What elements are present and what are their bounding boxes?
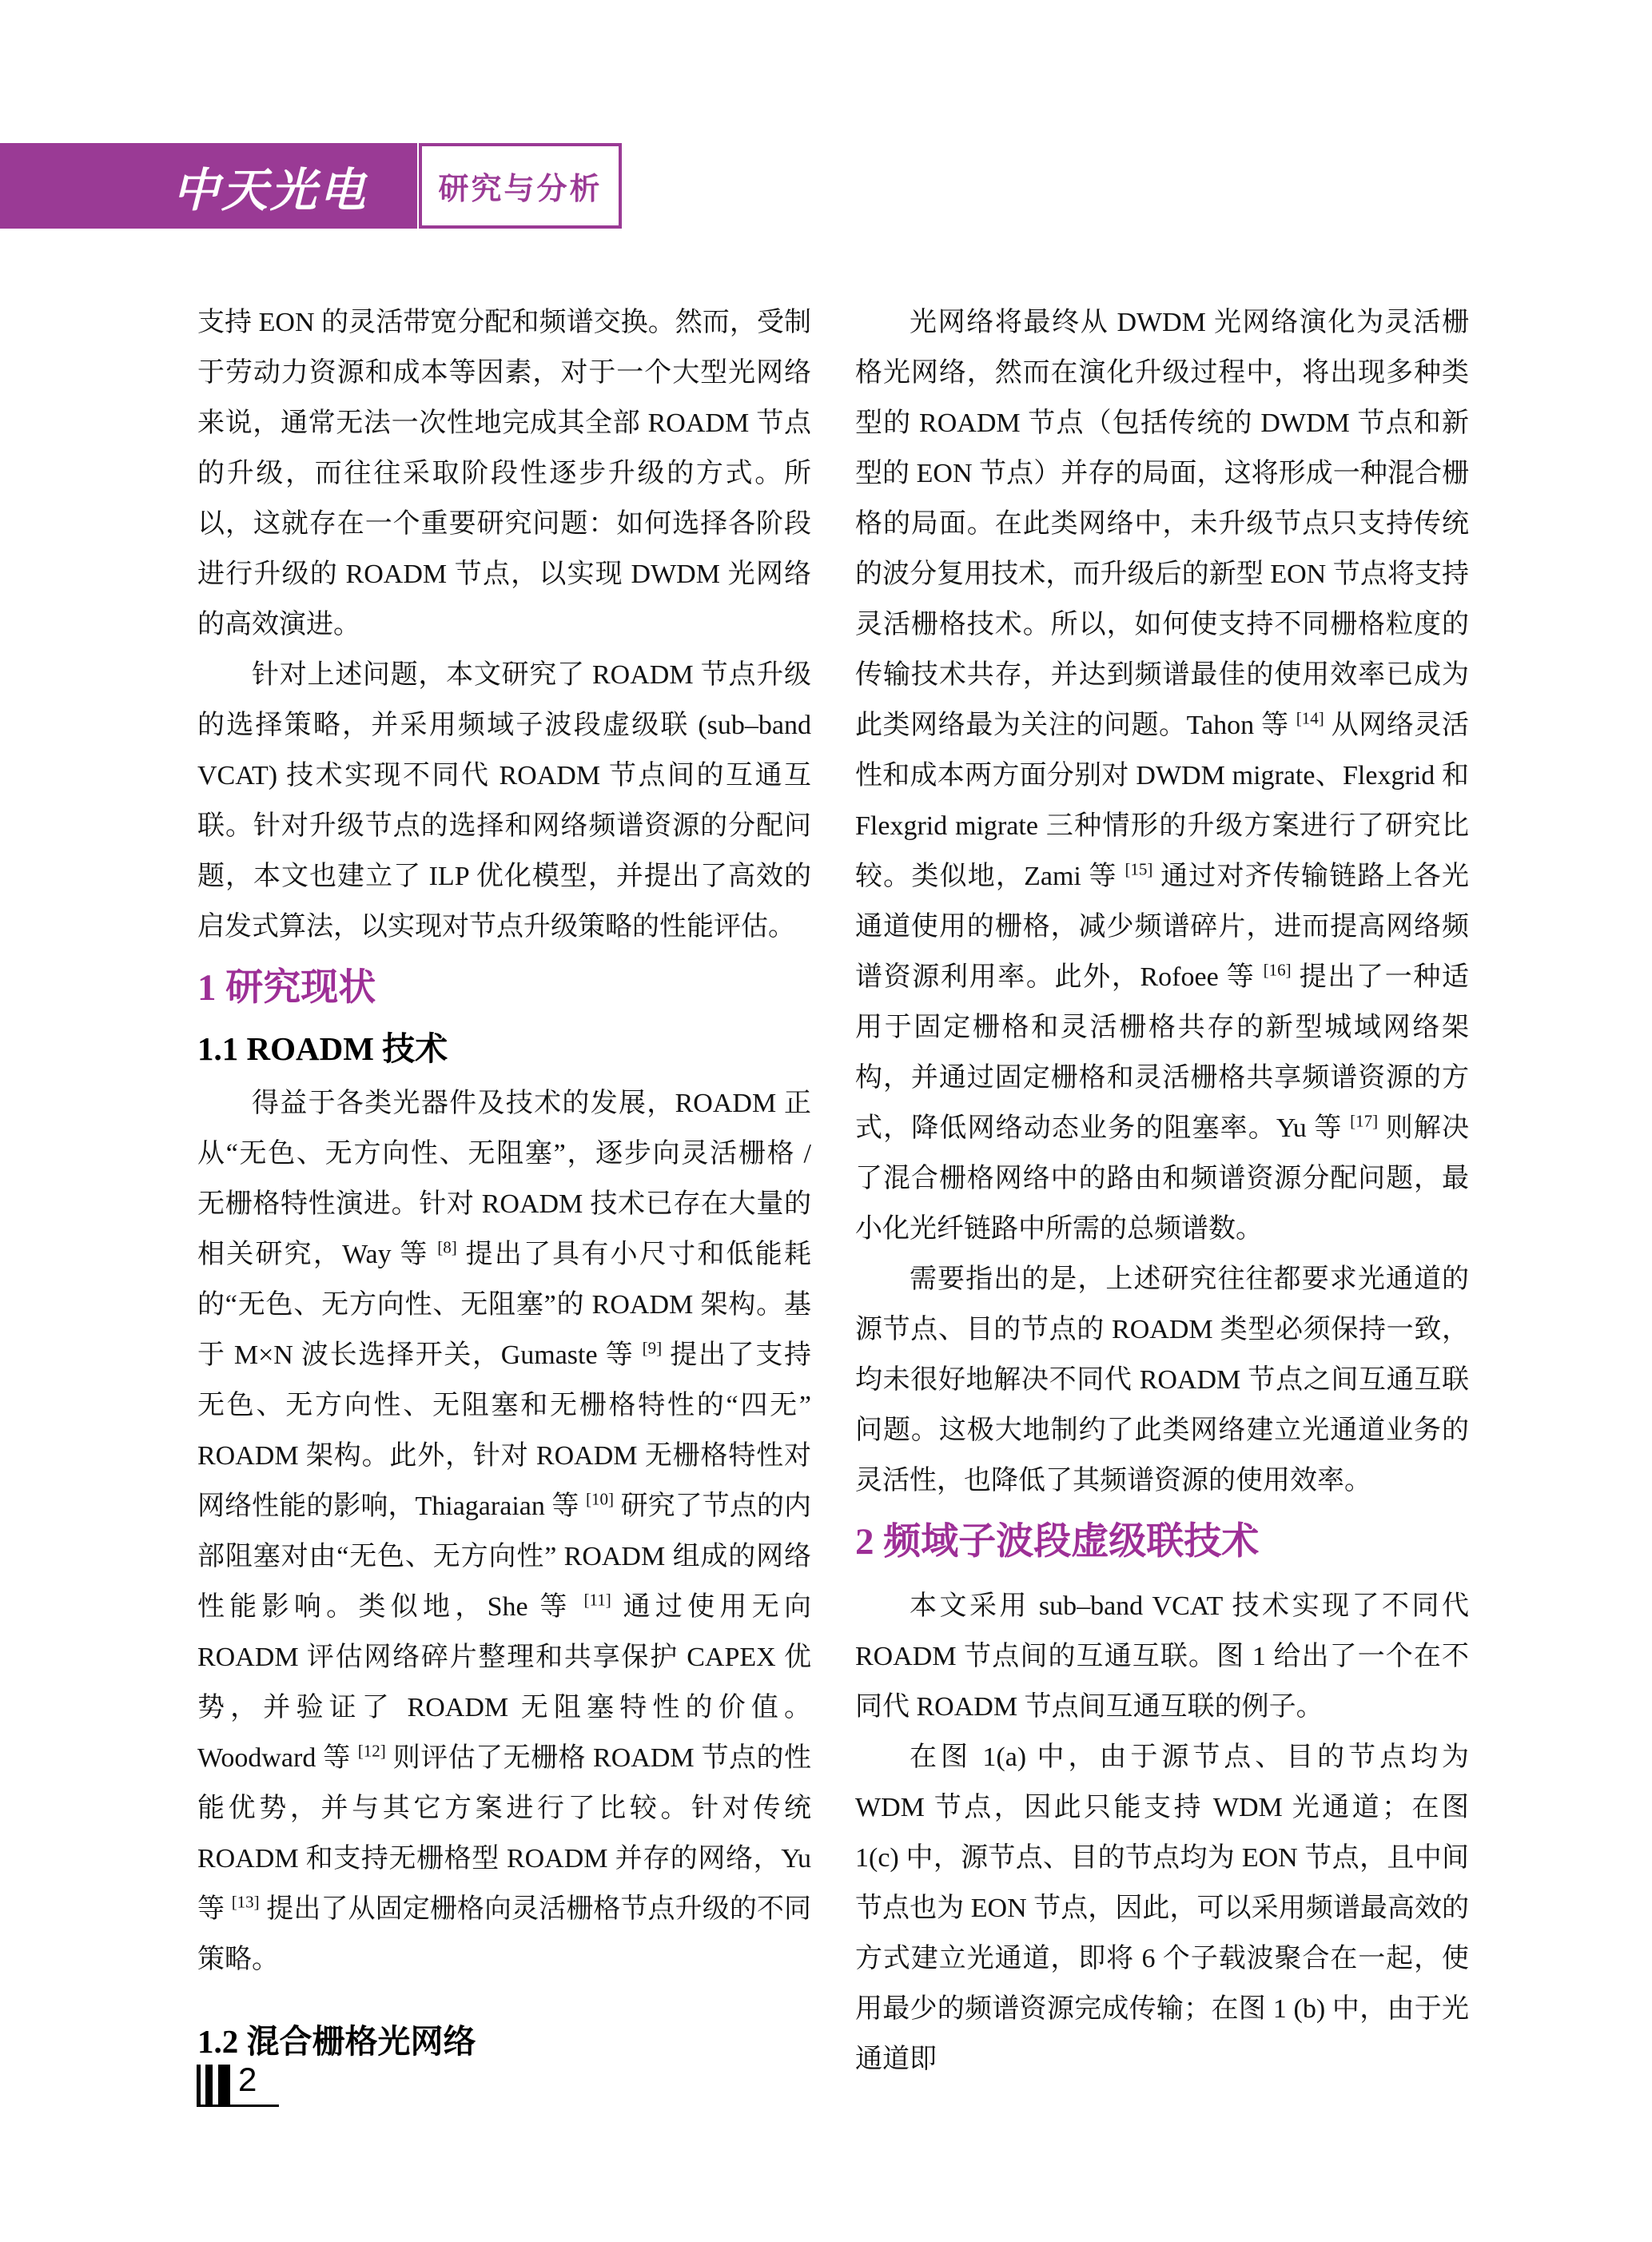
- paragraph: 本文采用 sub–band VCAT 技术实现了不同代 ROADM 节点间的互通互联。图 1 给出了一个在不同代 ROADM 节点间互通互联的例子。: [855, 1591, 1469, 1722]
- journal-header-bar: [0, 143, 417, 229]
- citation-ref: [16]: [1263, 960, 1292, 980]
- left-column: [197, 297, 811, 2071]
- footer-bars-icon: [205, 2065, 213, 2105]
- citation-ref: [8]: [437, 1237, 457, 1257]
- right-column: [855, 297, 1469, 2085]
- journal-logo: 中天光电: [172, 162, 368, 217]
- citation-ref: [17]: [1350, 1111, 1379, 1131]
- page-footer: [197, 2061, 279, 2107]
- citation-ref: [14]: [1296, 708, 1324, 728]
- paragraph: 针对上述问题，本文研究了 ROADM 节点升级的选择策略，并采用频域子波段虚级联 (sub–band VCAT) 技术实现不同代 ROADM 节点间的互通互联。针对升级节点的选择和网络频谱资源的分配问题，本文也建立了 ILP 优化模型，并提出了高效的启发式算法，以实现对节点升级策略的性能评估。: [197, 660, 811, 942]
- column-tag-label: 研究与分析: [438, 173, 603, 206]
- paragraph: 得益于各类光器件及技术的发展，ROADM 正从“无色、无方向性、无阻塞”，逐步向灵活栅格 / 无栅格特性演进。针对 ROADM 技术已存在大量的相关研究，Way 等 [8] 提出了具有小尺寸和低能耗的“无色、无方向性、无阻塞”的 ROADM 架构。基于 M×N 波长选择开关，Gumaste 等 [9] 提出了支持无色、无方向性、无阻塞和无栅格特性的“四无” ROADM 架构。此外，针对 ROADM 无栅格特性对网络性能的影响，Thiagaraian 等 [10] 研究了节点的内部阻塞对由“无色、无方向性” ROADM 组成的网络性能影响。类似地，She 等 [11] 通过使用无向 ROADM 评估网络碎片整理和共享保护 CAPEX 优势，并验证了 ROADM 无阻塞特性的价值。Woodward 等 [12] 则评估了无栅格 ROADM 节点的性能优势，并与其它方案进行了比较。针对传统 ROADM 和支持无栅格型 ROADM 并存的网络，Yu 等 [13] 提出了从固定栅格向灵活栅格节点升级的不同策略。: [197, 1089, 812, 1974]
- paragraph: 在图 1(a) 中，由于源节点、目的节点均为 WDM 节点，因此只能支持 WDM 光通道；在图 1(c) 中，源节点、目的节点均为 EON 节点，且中间节点也为 EON 节点，因此，可以采用频谱最高效的方式建立光通道，即将 6 个子载波聚合在一起，使用最少的频谱资源完成传输；在图 1 (b) 中，由于光通道即: [855, 1742, 1469, 2074]
- citation-ref: [10]: [586, 1489, 615, 1509]
- footer-bars-icon: [218, 2065, 230, 2105]
- citation-ref: [13]: [231, 1892, 260, 1912]
- subsection-heading: 1.1 ROADM 技术: [197, 1030, 448, 1067]
- page-number: 2: [238, 2061, 257, 2098]
- column-tag-box: [419, 143, 622, 229]
- citation-ref: [9]: [642, 1338, 663, 1358]
- citation-ref: [15]: [1125, 859, 1153, 879]
- citation-ref: [11]: [583, 1590, 611, 1610]
- footer-rule: [197, 2061, 279, 2107]
- paragraph: 需要指出的是，上述研究往往都要求光通道的源节点、目的节点的 ROADM 类型必须保持一致，均未很好地解决不同代 ROADM 节点之间互通互联问题。这极大地制约了此类网络建立光通道业务的灵活性，也降低了其频谱资源的使用效率。: [855, 1264, 1469, 1495]
- citation-ref: [12]: [357, 1741, 386, 1761]
- paragraph: 支持 EON 的灵活带宽分配和频谱交换。然而，受制于劳动力资源和成本等因素，对于一个大型光网络来说，通常无法一次性地完成其全部 ROADM 节点的升级，而往往采取阶段性逐步升级的方式。所以，这就存在一个重要研究问题：如何选择各阶段进行升级的 ROADM 节点，以实现 DWDM 光网络的高效演进。: [197, 308, 811, 639]
- section-heading: 2 频域子波段虚级联技术: [855, 1521, 1260, 1563]
- section-heading: 1 研究现状: [197, 967, 376, 1009]
- subsection-heading: 1.2 混合栅格光网络: [197, 2023, 476, 2060]
- paragraph: 光网络将最终从 DWDM 光网络演化为灵活栅格光网络，然而在演化升级过程中，将出现多种类型的 ROADM 节点（包括传统的 DWDM 节点和新型的 EON 节点）并存的局面，这将形成一种混合栅格的局面。在此类网络中，未升级节点只支持传统的波分复用技术，而升级后的新型 EON 节点将支持灵活栅格技术。所以，如何使支持不同栅格粒度的传输技术共存，并达到频谱最佳的使用效率已成为此类网络最为关注的问题。Tahon 等 [14] 从网络灵活性和成本两方面分别对 DWDM migrate、Flexgrid 和 Flexgrid migrate 三种情形的升级方案进行了研究比较。类似地，Zami 等 [15] 通过对齐传输链路上各光通道使用的栅格，减少频谱碎片，进而提高网络频谱资源利用率。此外，Rofoee 等 [16] 提出了一种适用于固定栅格和灵活栅格共存的新型城域网络架构，并通过固定栅格和灵活栅格共享频谱资源的方式，降低网络动态业务的阻塞率。Yu 等 [17] 则解决了混合栅格网络中的路由和频谱资源分配问题，最小化光纤链路中所需的总频谱数。: [855, 308, 1470, 1244]
- footer-bars-icon: [197, 2065, 201, 2105]
